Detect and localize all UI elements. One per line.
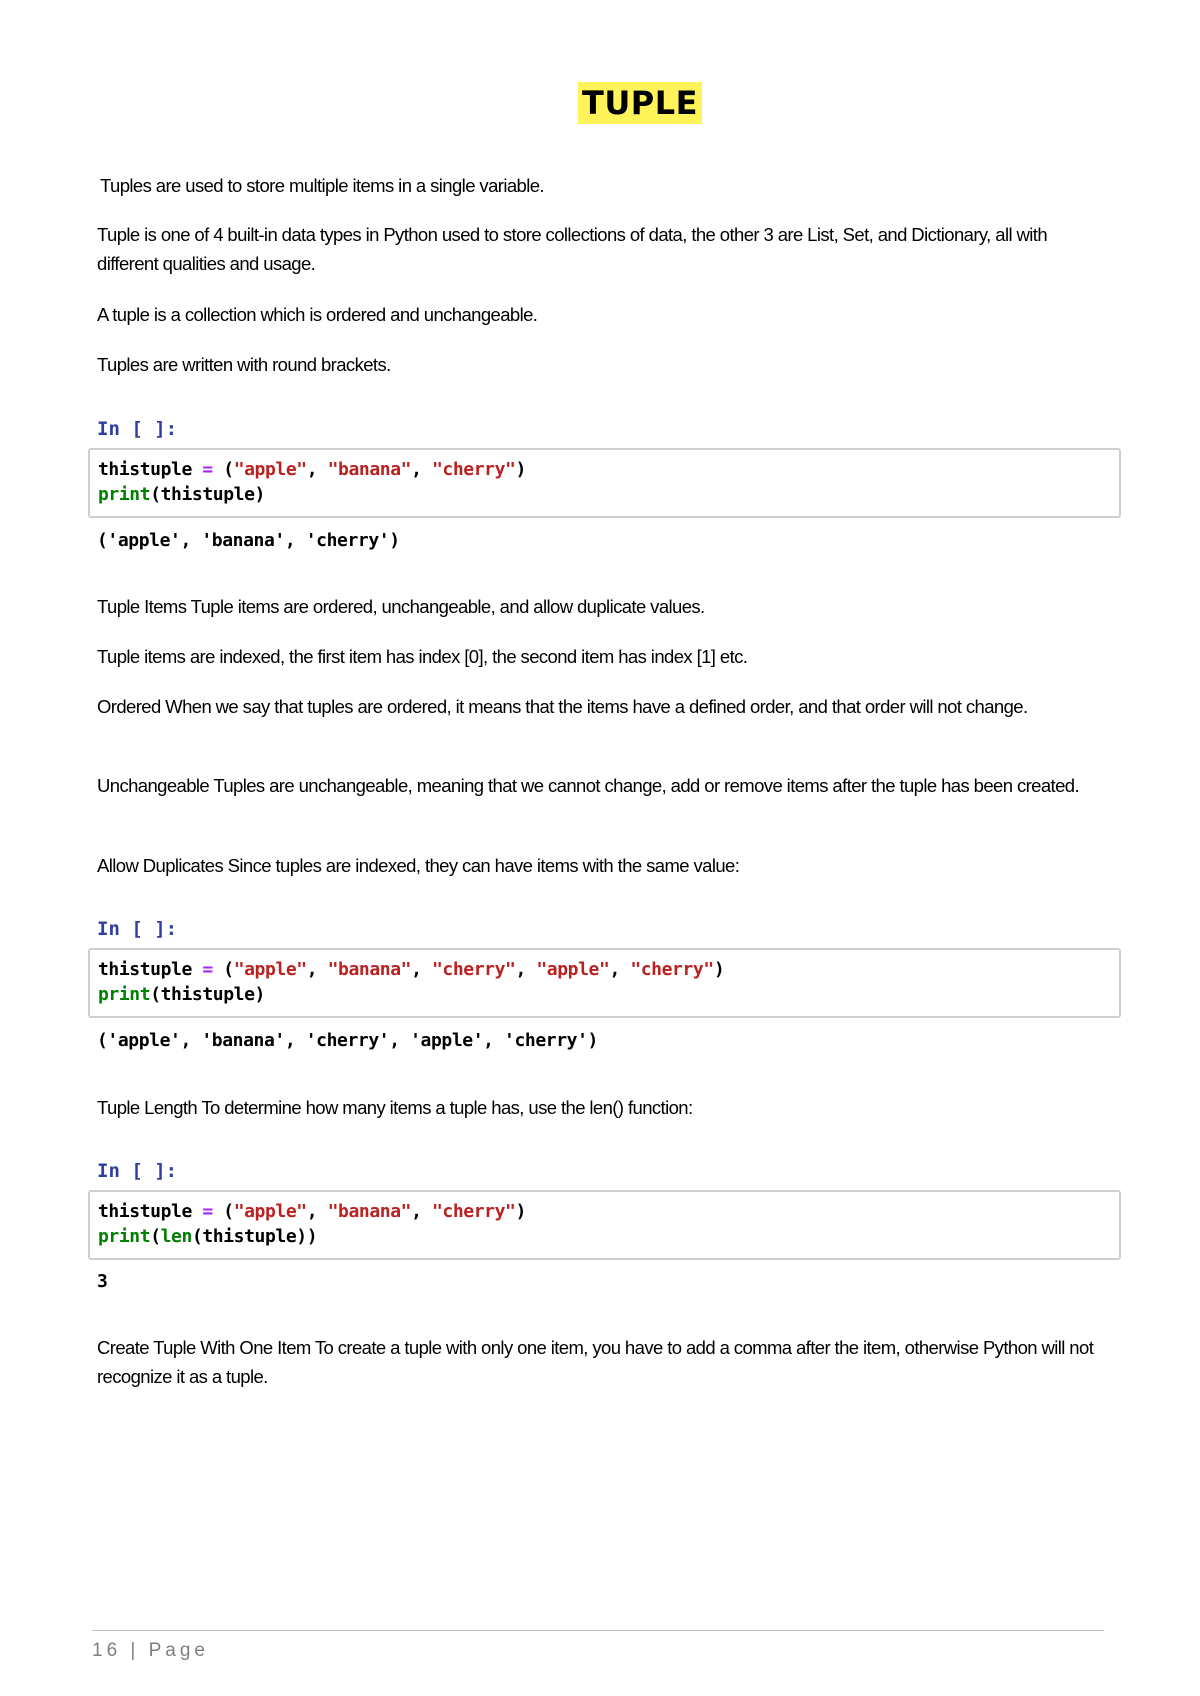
code-token: (thistuple) [150, 984, 265, 1005]
code-token: "cherry" [432, 1201, 516, 1222]
code-token: print [98, 984, 151, 1005]
code-line [98, 982, 1111, 1007]
code-token: thistuple [98, 1201, 192, 1222]
code-token: "banana" [327, 959, 412, 980]
code-token: "cherry" [432, 459, 516, 480]
code-token: = [202, 1201, 213, 1222]
paragraph-ordered-unchangeable: A tuple is a collection which is ordered and unchangeable. [97, 304, 538, 325]
code-token: "apple" [233, 959, 307, 980]
paragraph-tuple-length: Tuple Length To determine how many items a tuple has, use the len() function: [97, 1097, 693, 1118]
code-token: (thistuple)) [191, 1226, 318, 1247]
code-token: thistuple [98, 459, 192, 480]
code-line [98, 457, 1111, 482]
cell-2-output: ('apple', 'banana', 'cherry', 'apple', 'cherry') [97, 1030, 598, 1051]
code-token: (thistuple) [150, 484, 265, 505]
code-token: "cherry" [432, 959, 516, 980]
cell-1-output: ('apple', 'banana', 'cherry') [97, 530, 400, 551]
code-token: = [202, 959, 213, 980]
code-token: ( [150, 1226, 161, 1247]
code-token: ( [223, 459, 234, 480]
code-token: "cherry" [630, 959, 714, 980]
footer-divider [92, 1630, 1104, 1631]
code-token: , [306, 959, 318, 980]
page-title: TUPLE [578, 82, 702, 124]
code-token: len [160, 1226, 192, 1247]
title-container [0, 82, 1200, 124]
code-line [98, 482, 1111, 507]
code-token: ( [223, 1201, 234, 1222]
code-token: "apple" [536, 959, 610, 980]
paragraph-indexed: Tuple items are indexed, the first item has index [0], the second item has index [1] etc. [97, 646, 748, 667]
code-token: , [306, 459, 318, 480]
code-token: "banana" [327, 459, 412, 480]
code-token: , [609, 959, 620, 980]
cell-3-output: 3 [97, 1271, 108, 1292]
paragraph-duplicates: Allow Duplicates Since tuples are indexed, they can have items with the same value: [97, 855, 740, 876]
paragraph-round-brackets: Tuples are written with round brackets. [97, 354, 391, 375]
code-token: , [411, 1201, 422, 1222]
code-token: ) [515, 459, 526, 480]
paragraph-intro: Tuples are used to store multiple items in a single variable. [100, 175, 544, 196]
code-cell-2[interactable] [88, 948, 1121, 1018]
paragraph-one-item: Create Tuple With One Item To create a tuple with only one item, you have to add a comma after the item, otherwise Python will not recognize it as a tuple. [97, 1337, 1094, 1387]
code-token: print [98, 484, 151, 505]
paragraph-ordered: Ordered When we say that tuples are ordered, it means that the items have a defined order, and that order will not change. [97, 696, 1028, 717]
code-line [98, 957, 1111, 982]
code-cell-3[interactable] [88, 1190, 1121, 1260]
code-token: "apple" [233, 459, 307, 480]
paragraph-builtin-types: Tuple is one of 4 built-in data types in Python used to store collections of data, the other 3 are List, Set, and Dictionary, all with different qualities and usage. [97, 224, 1048, 274]
page-number: 16 | Page [92, 1640, 210, 1661]
paragraph-unchangeable: Unchangeable Tuples are unchangeable, meaning that we cannot change, add or remove items after the tuple has been created. [97, 775, 1080, 796]
cell-1-prompt: In [ ]: [97, 418, 178, 440]
code-token: "apple" [233, 1201, 307, 1222]
code-token: ) [713, 959, 725, 980]
code-token: , [306, 1201, 318, 1222]
cell-2-prompt: In [ ]: [97, 918, 178, 940]
cell-3-prompt: In [ ]: [97, 1160, 178, 1182]
code-token: , [411, 959, 422, 980]
code-line [98, 1199, 1111, 1224]
code-token: thistuple [98, 959, 192, 980]
code-line [98, 1224, 1111, 1249]
paragraph-tuple-items: Tuple Items Tuple items are ordered, unchangeable, and allow duplicate values. [97, 596, 705, 617]
code-token: = [202, 459, 213, 480]
code-token: "banana" [327, 1201, 412, 1222]
code-token: ( [223, 959, 234, 980]
code-token: print [98, 1226, 151, 1247]
code-token: , [411, 459, 422, 480]
code-token: , [515, 959, 526, 980]
code-token: ) [515, 1201, 526, 1222]
code-cell-1[interactable] [88, 448, 1121, 518]
